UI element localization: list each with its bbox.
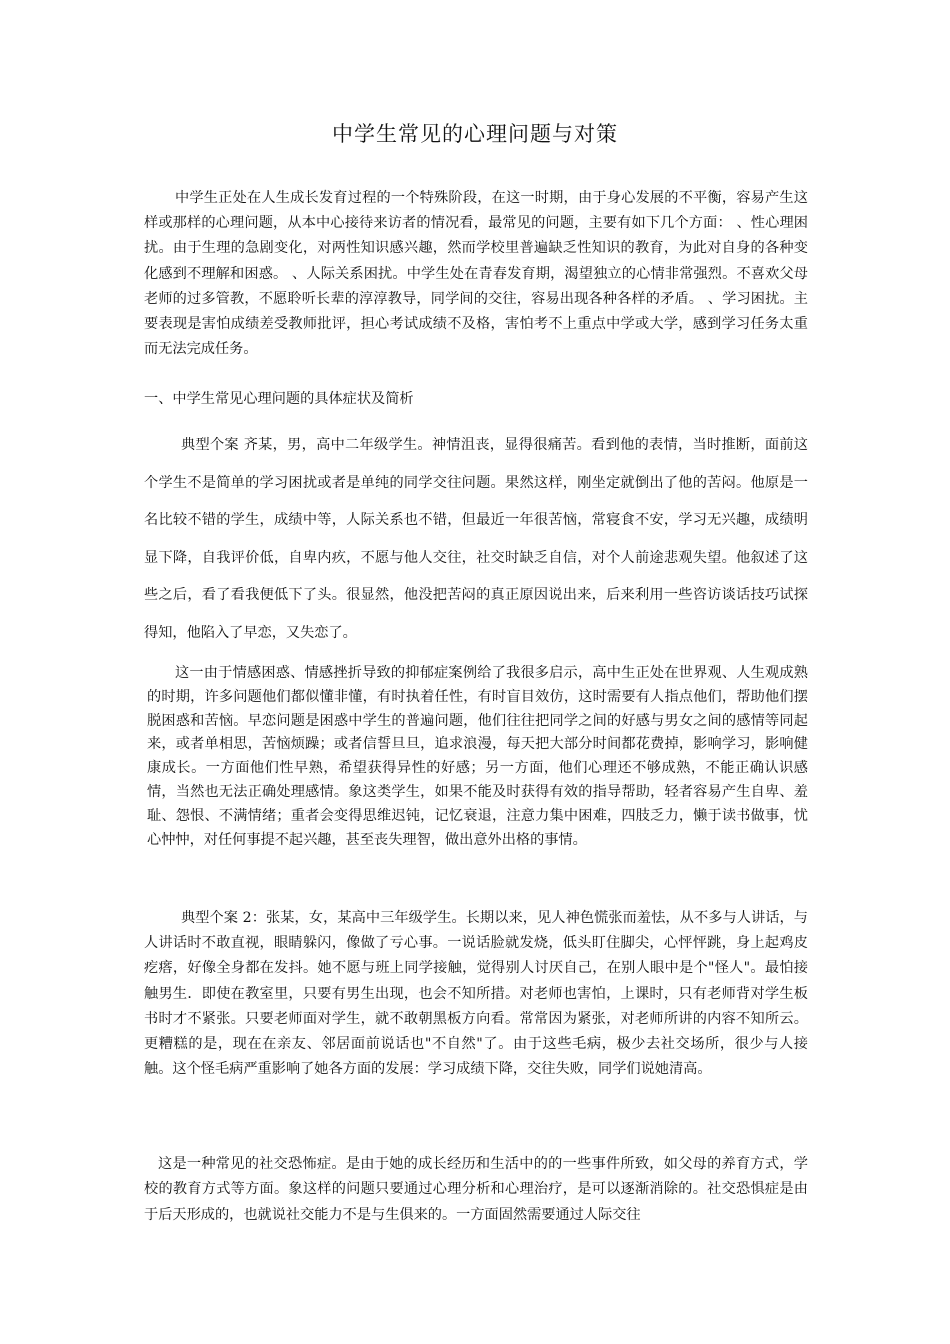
case-two-paragraph: 典型个案 2：张某，女，某高中三年级学生。长期以来，见人神色慌张而羞怯，从不多与人讲话，与人讲话时不敢直视，眼睛躲闪，像做了亏心事。一说话脸就发烧，低头盯住脚尖，心怦怦跳，身上起鸡皮疙瘩，好像全身都在发抖。她不愿与班上同学接触，觉得别人讨厌自己，在别人眼中是个"怪人"。最怕接触男生．即使在教室里，只要有男生出现，也会不知所措。对老师也害怕，上课时，只有老师背对学生板书时才不紧张。只要老师面对学生，就不敢朝黑板方向看。常常因为紧张，对老师所讲的内容不知所云。更糟糕的是，现在在亲友、邻居面前说话也"不自然"了。由于这些毛病，极少去社交场所，很少与人接触。这个怪毛病严重影响了她各方面的发展：学习成绩下降，交往失败，同学们说她清高。 — [144, 910, 808, 1078]
section-heading: 一、中学生常见心理问题的具体症状及简析 — [144, 391, 414, 407]
case-one-analysis-paragraph: 这一由于情感困惑、情感挫折导致的抑郁症案例给了我很多启示，高中生正处在世界观、人生观成熟的时期，许多问题他们都似懂非懂，有时执着任性，有时盲目效仿，这时需要有人指点他们，帮助他们摆脱困惑和苦恼。早恋问题是困惑中学生的普遍问题，他们往往把同学之间的好感与男女之间的感情等同起来，或者单相思，苦恼烦躁；或者信誓旦旦，追求浪漫，每天把大部分时间都花费掉，影响学习，影响健康成长。一方面他们性早熟，希望获得异性的好感；另一方面，他们心理还不够成熟，不能正确认识感情，当然也无法正确处理感情。象这类学生，如果不能及时获得有效的指导帮助，轻者容易产生自卑、羞耻、怨恨、不满情绪；重者会变得思维迟钝，记忆衰退，注意力集中困难，四肢乏力，懒于读书做事，忧心忡忡，对任何事提不起兴趣，甚至丧失理智，做出意外出格的事情。 — [147, 665, 808, 848]
case-two-analysis-paragraph: 这是一种常见的社交恐怖症。是由于她的成长经历和生活中的的一些事件所致，如父母的养育方式，学校的教育方式等方面。象这样的问题只要通过心理分析和心理治疗，是可以逐渐消除的。社交恐惧症是由于后天形成的，也就说社交能力不是与生俱来的。一方面固然需要通过人际交往 — [144, 1156, 808, 1223]
document-title: 中学生常见的心理问题与对策 — [332, 122, 618, 146]
case-one-paragraph: 典型个案 齐某，男，高中二年级学生。神情沮丧，显得很痛苦。看到他的表情，当时推断，面前这个学生不是简单的学习困扰或者是单纯的同学交往问题。果然这样，刚坐定就倒出了他的苦闷。他原是一名比较不错的学生，成绩中等，人际关系也不错，但最近一年很苦恼，常寝食不安，学习无兴趣，成绩明显下降，自我评价低，自卑内疚，不愿与他人交往，社交时缺乏自信，对个人前途悲观失望。他叙述了这些之后，看了看我便低下了头。很显然，他没把苦闷的真正原因说出来，后来利用一些咨访谈话技巧试探得知，他陷入了早恋，又失恋了。 — [144, 437, 808, 641]
intro-paragraph: 中学生正处在人生成长发育过程的一个特殊阶段，在这一时期，由于身心发展的不平衡，容易产生这样或那样的心理问题，从本中心接待来访者的情况看，最常见的问题，主要有如下几个方面： 、性心理困扰。由于生理的急剧变化，对两性知识感兴趣，然而学校里普遍缺乏性知识的教育，为此对自身的各种变化感到不理解和困惑。 、人际关系困扰。中学生处在青春发育期，渴望独立的心情非常强烈。不喜欢父母老师的过多管教，不愿聆听长辈的淳淳教导，同学间的交往，容易出现各种各样的矛盾。 、学习困扰。主要表现是害怕成绩差受教师批评，担心考试成绩不及格，害怕考不上重点中学或大学，感到学习任务太重而无法完成任务。 — [144, 190, 808, 358]
